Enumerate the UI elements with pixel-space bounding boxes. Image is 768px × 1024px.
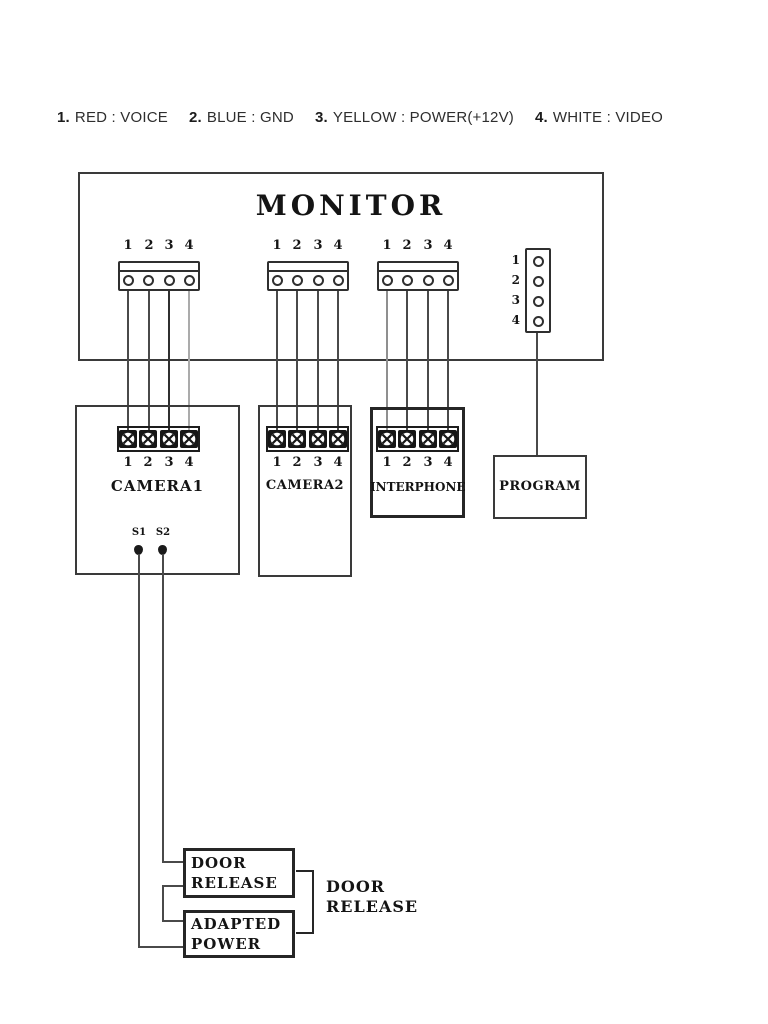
wire (162, 554, 164, 863)
camera2-terminal-strip (266, 426, 349, 452)
screw-terminal-icon (378, 430, 396, 448)
pin-label: 2 (511, 273, 520, 287)
strip-divider (267, 270, 349, 272)
screw-terminal-icon (439, 430, 457, 448)
monitor-terminal-strip-1 (118, 261, 200, 291)
pin-hole-icon (123, 275, 134, 286)
pin-label: 1 (123, 238, 133, 253)
pin-label: 3 (313, 238, 323, 253)
wire (138, 946, 184, 948)
monitor-terminal-strip-2 (267, 261, 349, 291)
pin-label: 1 (511, 253, 520, 267)
door-release-group-label (326, 877, 418, 917)
pin-hole-icon (533, 316, 544, 327)
program-label: PROGRAM (499, 479, 581, 494)
monitor-terminal-strip-3 (377, 261, 459, 291)
pin-label: 4 (443, 455, 453, 470)
pin-hole-icon (313, 275, 324, 286)
door-release-line2: RELEASE (191, 874, 278, 892)
pin-label: 2 (143, 455, 153, 470)
screw-terminal-icon (119, 430, 137, 448)
pin-label: 2 (292, 238, 302, 253)
pin-label: 2 (402, 455, 412, 470)
monitor-title: MONITOR (255, 189, 447, 222)
screw-terminal-icon (419, 430, 437, 448)
screw-terminal-icon (309, 430, 327, 448)
wire (138, 554, 140, 948)
pin-label: 4 (511, 313, 520, 327)
legend-item-yellow (315, 109, 514, 126)
pin-label: 1 (382, 238, 392, 253)
s1-terminal-label: S1 (131, 527, 147, 538)
pin-hole-icon (333, 275, 344, 286)
pin-hole-icon (402, 275, 413, 286)
legend-label: WHITE : VIDEO (552, 109, 664, 126)
pin-label: 2 (402, 238, 412, 253)
wire (162, 861, 184, 863)
screw-terminal-icon (398, 430, 416, 448)
s2-terminal-label: S2 (155, 527, 171, 538)
pin-label: 1 (382, 455, 392, 470)
pin-hole-icon (533, 256, 544, 267)
interphone-label: INTERPHONE (370, 480, 466, 494)
pin-hole-icon (143, 275, 154, 286)
group-label-line2: RELEASE (326, 897, 419, 916)
bracket-bottom-arm (296, 932, 314, 934)
screw-terminal-icon (329, 430, 347, 448)
camera1-label: CAMERA1 (110, 477, 205, 495)
pin-label: 3 (423, 238, 433, 253)
legend-item-red (57, 109, 168, 126)
pin-label: 3 (164, 455, 174, 470)
legend-number: 4. (535, 109, 548, 126)
pin-hole-icon (272, 275, 283, 286)
adapted-power-line2: POWER (191, 935, 262, 953)
wire (162, 885, 164, 922)
bracket-line (312, 870, 314, 934)
pin-hole-icon (184, 275, 195, 286)
door-release-line1: DOOR (191, 854, 247, 872)
pin-label: 2 (144, 238, 154, 253)
wire (162, 920, 184, 922)
pin-hole-icon (533, 296, 544, 307)
pin-label: 3 (511, 293, 520, 307)
legend-label: YELLOW : POWER(+12V) (332, 109, 514, 126)
pin-hole-icon (164, 275, 175, 286)
program-connector (525, 248, 551, 333)
camera1-terminal-strip (117, 426, 200, 452)
pin-label: 1 (272, 238, 282, 253)
pin-label: 2 (292, 455, 302, 470)
wire (536, 333, 538, 456)
strip-divider (377, 270, 459, 272)
camera2-label: CAMERA2 (265, 478, 345, 493)
pin-label: 4 (184, 455, 194, 470)
legend-label: RED : VOICE (74, 109, 168, 126)
pin-label: 1 (123, 455, 133, 470)
pin-hole-icon (533, 276, 544, 287)
wire (162, 885, 184, 887)
legend-item-blue (189, 109, 294, 126)
legend-item-white (535, 109, 663, 126)
screw-terminal-icon (288, 430, 306, 448)
pin-hole-icon (382, 275, 393, 286)
interphone-terminal-strip (376, 426, 459, 452)
wire-color-legend (57, 109, 663, 126)
legend-number: 1. (57, 109, 70, 126)
pin-hole-icon (423, 275, 434, 286)
strip-divider (118, 270, 200, 272)
pin-label: 1 (272, 455, 282, 470)
door-release-box (183, 848, 295, 898)
pin-label: 3 (164, 238, 174, 253)
pin-label: 4 (333, 455, 343, 470)
pin-hole-icon (292, 275, 303, 286)
pin-label: 4 (443, 238, 453, 253)
screw-terminal-icon (160, 430, 178, 448)
group-label-line1: DOOR (326, 877, 386, 896)
pin-label: 4 (333, 238, 343, 253)
legend-number: 2. (188, 109, 202, 126)
legend-number: 3. (314, 109, 328, 126)
pin-label: 3 (423, 455, 433, 470)
pin-hole-icon (443, 275, 454, 286)
pin-label: 4 (184, 238, 194, 253)
legend-label: BLUE : GND (206, 109, 294, 126)
screw-terminal-icon (180, 430, 198, 448)
pin-label: 3 (313, 455, 323, 470)
adapted-power-box (183, 910, 295, 958)
screw-terminal-icon (139, 430, 157, 448)
adapted-power-line1: ADAPTED (191, 915, 282, 933)
screw-terminal-icon (268, 430, 286, 448)
